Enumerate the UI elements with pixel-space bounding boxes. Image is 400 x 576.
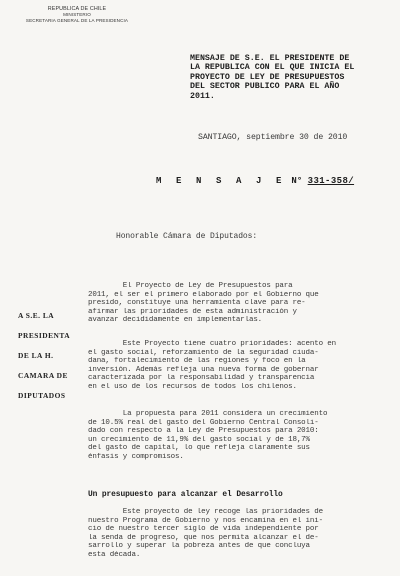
section-paragraph [88, 508, 377, 560]
message-prefix: N° [291, 176, 303, 186]
paragraph-line: del gasto de capital, lo que refleja claramente sus [88, 444, 310, 453]
salutation: Honorable Cámara de Diputados: [116, 232, 258, 241]
margin-note-line: DIPUTADOS [18, 391, 66, 400]
paragraph-line: afirmar las prioridades de esta administración y [88, 307, 297, 316]
paragraph-line: nuestro Programa de Gobierno y nos encamina en el ini- [88, 516, 323, 525]
title-line: MENSAJE DE S.E. EL PRESIDENTE DE [190, 54, 350, 63]
document-title [190, 54, 372, 101]
message-id: 331-358/ [307, 176, 355, 186]
letterhead [22, 6, 132, 24]
title-line: LA REPUBLICA CON EL QUE INICIA EL [190, 63, 355, 73]
paragraph-line: La propuesta para 2011 considera un crecimiento [88, 410, 328, 418]
paragraph-line: inversión. Además refleja una nueva forma de gobernar [88, 365, 319, 374]
paragraph-2 [88, 340, 377, 392]
paragraph-line: un crecimiento de 11,9% del gasto social y de 18,7% [88, 435, 310, 444]
message-number [156, 176, 354, 186]
paragraph-line: el gasto social, reforzamiento de la seguridad ciuda- [88, 348, 319, 357]
paragraph-line: caracterizada por la responsabilidad y transparencia [88, 374, 315, 383]
title-line: DEL SECTOR PUBLICO PARA EL AÑO [190, 82, 340, 92]
paragraph-line: dado con respecto a la Ley de Presupuestos para 2010: [88, 427, 319, 436]
paragraph-line: de 10.5% real del gasto del Gobierno Central Consoli- [88, 418, 319, 427]
paragraph-line: El Proyecto de Ley de Presupuestos para [88, 282, 293, 290]
paragraph-line: dana, fortalecimiento de las regiones y foco en la [88, 357, 306, 366]
paragraph-line: énfasis y compromisos. [88, 452, 184, 461]
margin-note-line: CAMARA DE [18, 371, 68, 380]
letterhead-republic: REPUBLICA DE CHILE [47, 6, 107, 12]
paragraph-line: la senda de progreso, que nos permita alcanzar el de- [88, 533, 319, 542]
margin-note-line: PRESIDENTA [18, 331, 71, 340]
paragraph-line: sarrollo y superar la pobreza antes de que concluya [88, 542, 310, 551]
paragraph-line: Este Proyecto tiene cuatro prioridades: acento en [88, 340, 336, 348]
paragraph-line: Este proyecto de ley recoge las prioridades de [88, 508, 323, 516]
margin-note-line: DE LA H. [18, 351, 54, 360]
margin-note-line: A S.E. LA [18, 311, 55, 320]
paragraph-line: en el uso de los recursos de todos los chilenos. [88, 382, 297, 391]
title-line: 2011. [190, 91, 215, 101]
document-date: SANTIAGO, septiembre 30 de 2010 [198, 133, 348, 142]
paragraph-line: 2011, el ser el primero elaborado por el Gobierno que [88, 290, 319, 299]
paragraph-line: avanzar decididamente en implementarlas. [88, 316, 263, 325]
letterhead-secretariat: SECRETARIA GENERAL DE LA PRESIDENCIA [25, 18, 129, 23]
paragraph-3 [88, 410, 377, 462]
paragraph-line: cio de nuestro tercer siglo de vida independiente por [88, 525, 319, 534]
title-line: PROYECTO DE LEY DE PRESUPUESTOS [190, 72, 345, 82]
section-heading: Un presupuesto para alcanzar el Desarrollo [88, 490, 283, 499]
paragraph-1 [88, 282, 377, 325]
paragraph-line: presido, constituye una herramienta clave para re- [88, 299, 306, 308]
message-label: M E N S A J E [156, 176, 287, 186]
letterhead-ministry: MINISTERIO [63, 12, 91, 17]
paragraph-line: esta década. [88, 550, 141, 559]
